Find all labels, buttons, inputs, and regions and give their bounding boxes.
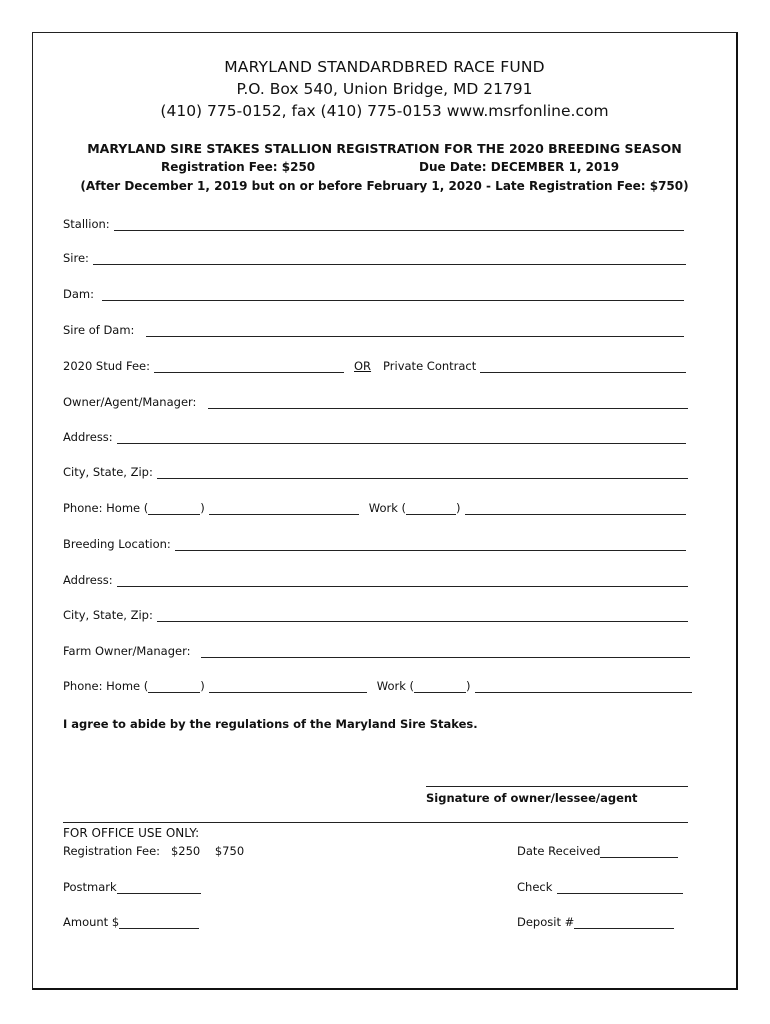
- work-label: Work (: [368, 501, 407, 515]
- sire-field[interactable]: [93, 252, 686, 265]
- stud-fee-field[interactable]: [154, 360, 344, 373]
- org-name: MARYLAND STANDARDBRED RACE FUND: [224, 58, 545, 76]
- deposit-label: Deposit #: [517, 915, 575, 929]
- signature-line[interactable]: [426, 786, 688, 787]
- sire-of-dam-row: [63, 319, 684, 337]
- dam-row: [63, 283, 684, 301]
- farm-owner-label: Farm Owner/Manager:: [63, 644, 191, 658]
- office-heading: FOR OFFICE USE ONLY:: [63, 826, 200, 840]
- address-row: [63, 426, 686, 444]
- phone-home-close: ): [200, 501, 205, 515]
- address-label: Address:: [63, 430, 113, 444]
- form-page: [32, 32, 738, 990]
- org-contact: (410) 775-0152, fax (410) 775-0153 www.msrfonline.com: [160, 102, 609, 120]
- breeding-address-row: [63, 569, 688, 587]
- dam-field[interactable]: [102, 288, 684, 301]
- phone-home-field[interactable]: [209, 502, 359, 515]
- signature-label: Signature of owner/lessee/agent: [426, 791, 638, 805]
- owner-label: Owner/Agent/Manager:: [63, 395, 197, 409]
- deposit-row: [517, 915, 674, 929]
- farm-work-phone-field[interactable]: [475, 680, 692, 693]
- postmark-row: [63, 880, 201, 894]
- check-field[interactable]: [557, 881, 683, 894]
- breeding-location-field[interactable]: [175, 538, 686, 551]
- city-label: City, State, Zip:: [63, 465, 153, 479]
- address-field[interactable]: [117, 431, 686, 444]
- private-contract-label: Private Contract: [383, 359, 477, 373]
- amount-label: Amount $: [63, 915, 120, 929]
- stallion-row: [63, 213, 684, 231]
- breeding-city-row: [63, 604, 688, 622]
- phone-home-label: Phone: Home (: [63, 501, 149, 515]
- breeding-city-label: City, State, Zip:: [63, 608, 153, 622]
- postmark-label: Postmark: [63, 880, 117, 894]
- stud-fee-label: 2020 Stud Fee:: [63, 359, 150, 373]
- sire-label: Sire:: [63, 251, 89, 265]
- sire-of-dam-field[interactable]: [146, 324, 684, 337]
- farm-phone-home-label: Phone: Home (: [63, 679, 149, 693]
- breeding-city-field[interactable]: [157, 609, 688, 622]
- office-divider: [63, 822, 688, 823]
- farm-owner-field[interactable]: [201, 645, 691, 658]
- work-close: ): [456, 501, 461, 515]
- org-address: P.O. Box 540, Union Bridge, MD 21791: [236, 80, 533, 98]
- stallion-field[interactable]: [114, 218, 684, 231]
- farm-work-area-field[interactable]: [414, 680, 466, 693]
- city-field[interactable]: [157, 466, 688, 479]
- farm-work-close: ): [466, 679, 471, 693]
- farm-phone-row: [63, 675, 692, 693]
- breeding-location-label: Breeding Location:: [63, 537, 171, 551]
- postmark-field[interactable]: [117, 881, 201, 894]
- check-label: Check: [517, 880, 553, 894]
- farm-phone-home-field[interactable]: [209, 680, 367, 693]
- check-row: [517, 880, 683, 894]
- owner-row: [63, 391, 688, 409]
- farm-phone-home-area-field[interactable]: [148, 680, 200, 693]
- late-fee-note: (After December 1, 2019 but on or before February 1, 2020 - Late Registration Fee: $750): [80, 179, 689, 193]
- farm-work-label: Work (: [376, 679, 415, 693]
- phone-row: [63, 497, 686, 515]
- dam-label: Dam:: [63, 287, 94, 301]
- office-reg-fee: Registration Fee: $250 $750: [63, 844, 245, 858]
- registration-fee: Registration Fee: $250: [161, 160, 316, 174]
- breeding-address-label: Address:: [63, 573, 113, 587]
- work-phone-field[interactable]: [465, 502, 686, 515]
- sire-of-dam-label: Sire of Dam:: [63, 323, 135, 337]
- private-contract-field[interactable]: [480, 360, 686, 373]
- or-label: OR: [354, 359, 372, 373]
- farm-owner-row: [63, 640, 690, 658]
- date-received-label: Date Received: [517, 844, 601, 858]
- city-row: [63, 461, 688, 479]
- form-title: MARYLAND SIRE STAKES STALLION REGISTRATION FOR THE 2020 BREEDING SEASON: [87, 141, 682, 156]
- date-received-row: [517, 844, 678, 858]
- farm-phone-home-close: ): [200, 679, 205, 693]
- owner-field[interactable]: [208, 396, 688, 409]
- breeding-location-row: [63, 533, 686, 551]
- agreement-text: I agree to abide by the regulations of the Maryland Sire Stakes.: [63, 717, 478, 731]
- phone-home-area-field[interactable]: [148, 502, 200, 515]
- stallion-label: Stallion:: [63, 217, 110, 231]
- deposit-field[interactable]: [574, 916, 674, 929]
- amount-field[interactable]: [119, 916, 199, 929]
- breeding-address-field[interactable]: [117, 574, 688, 587]
- amount-row: [63, 915, 199, 929]
- sire-row: [63, 247, 686, 265]
- date-received-field[interactable]: [600, 845, 678, 858]
- due-date: Due Date: DECEMBER 1, 2019: [419, 160, 620, 174]
- work-area-field[interactable]: [406, 502, 456, 515]
- stud-fee-row: [63, 355, 686, 373]
